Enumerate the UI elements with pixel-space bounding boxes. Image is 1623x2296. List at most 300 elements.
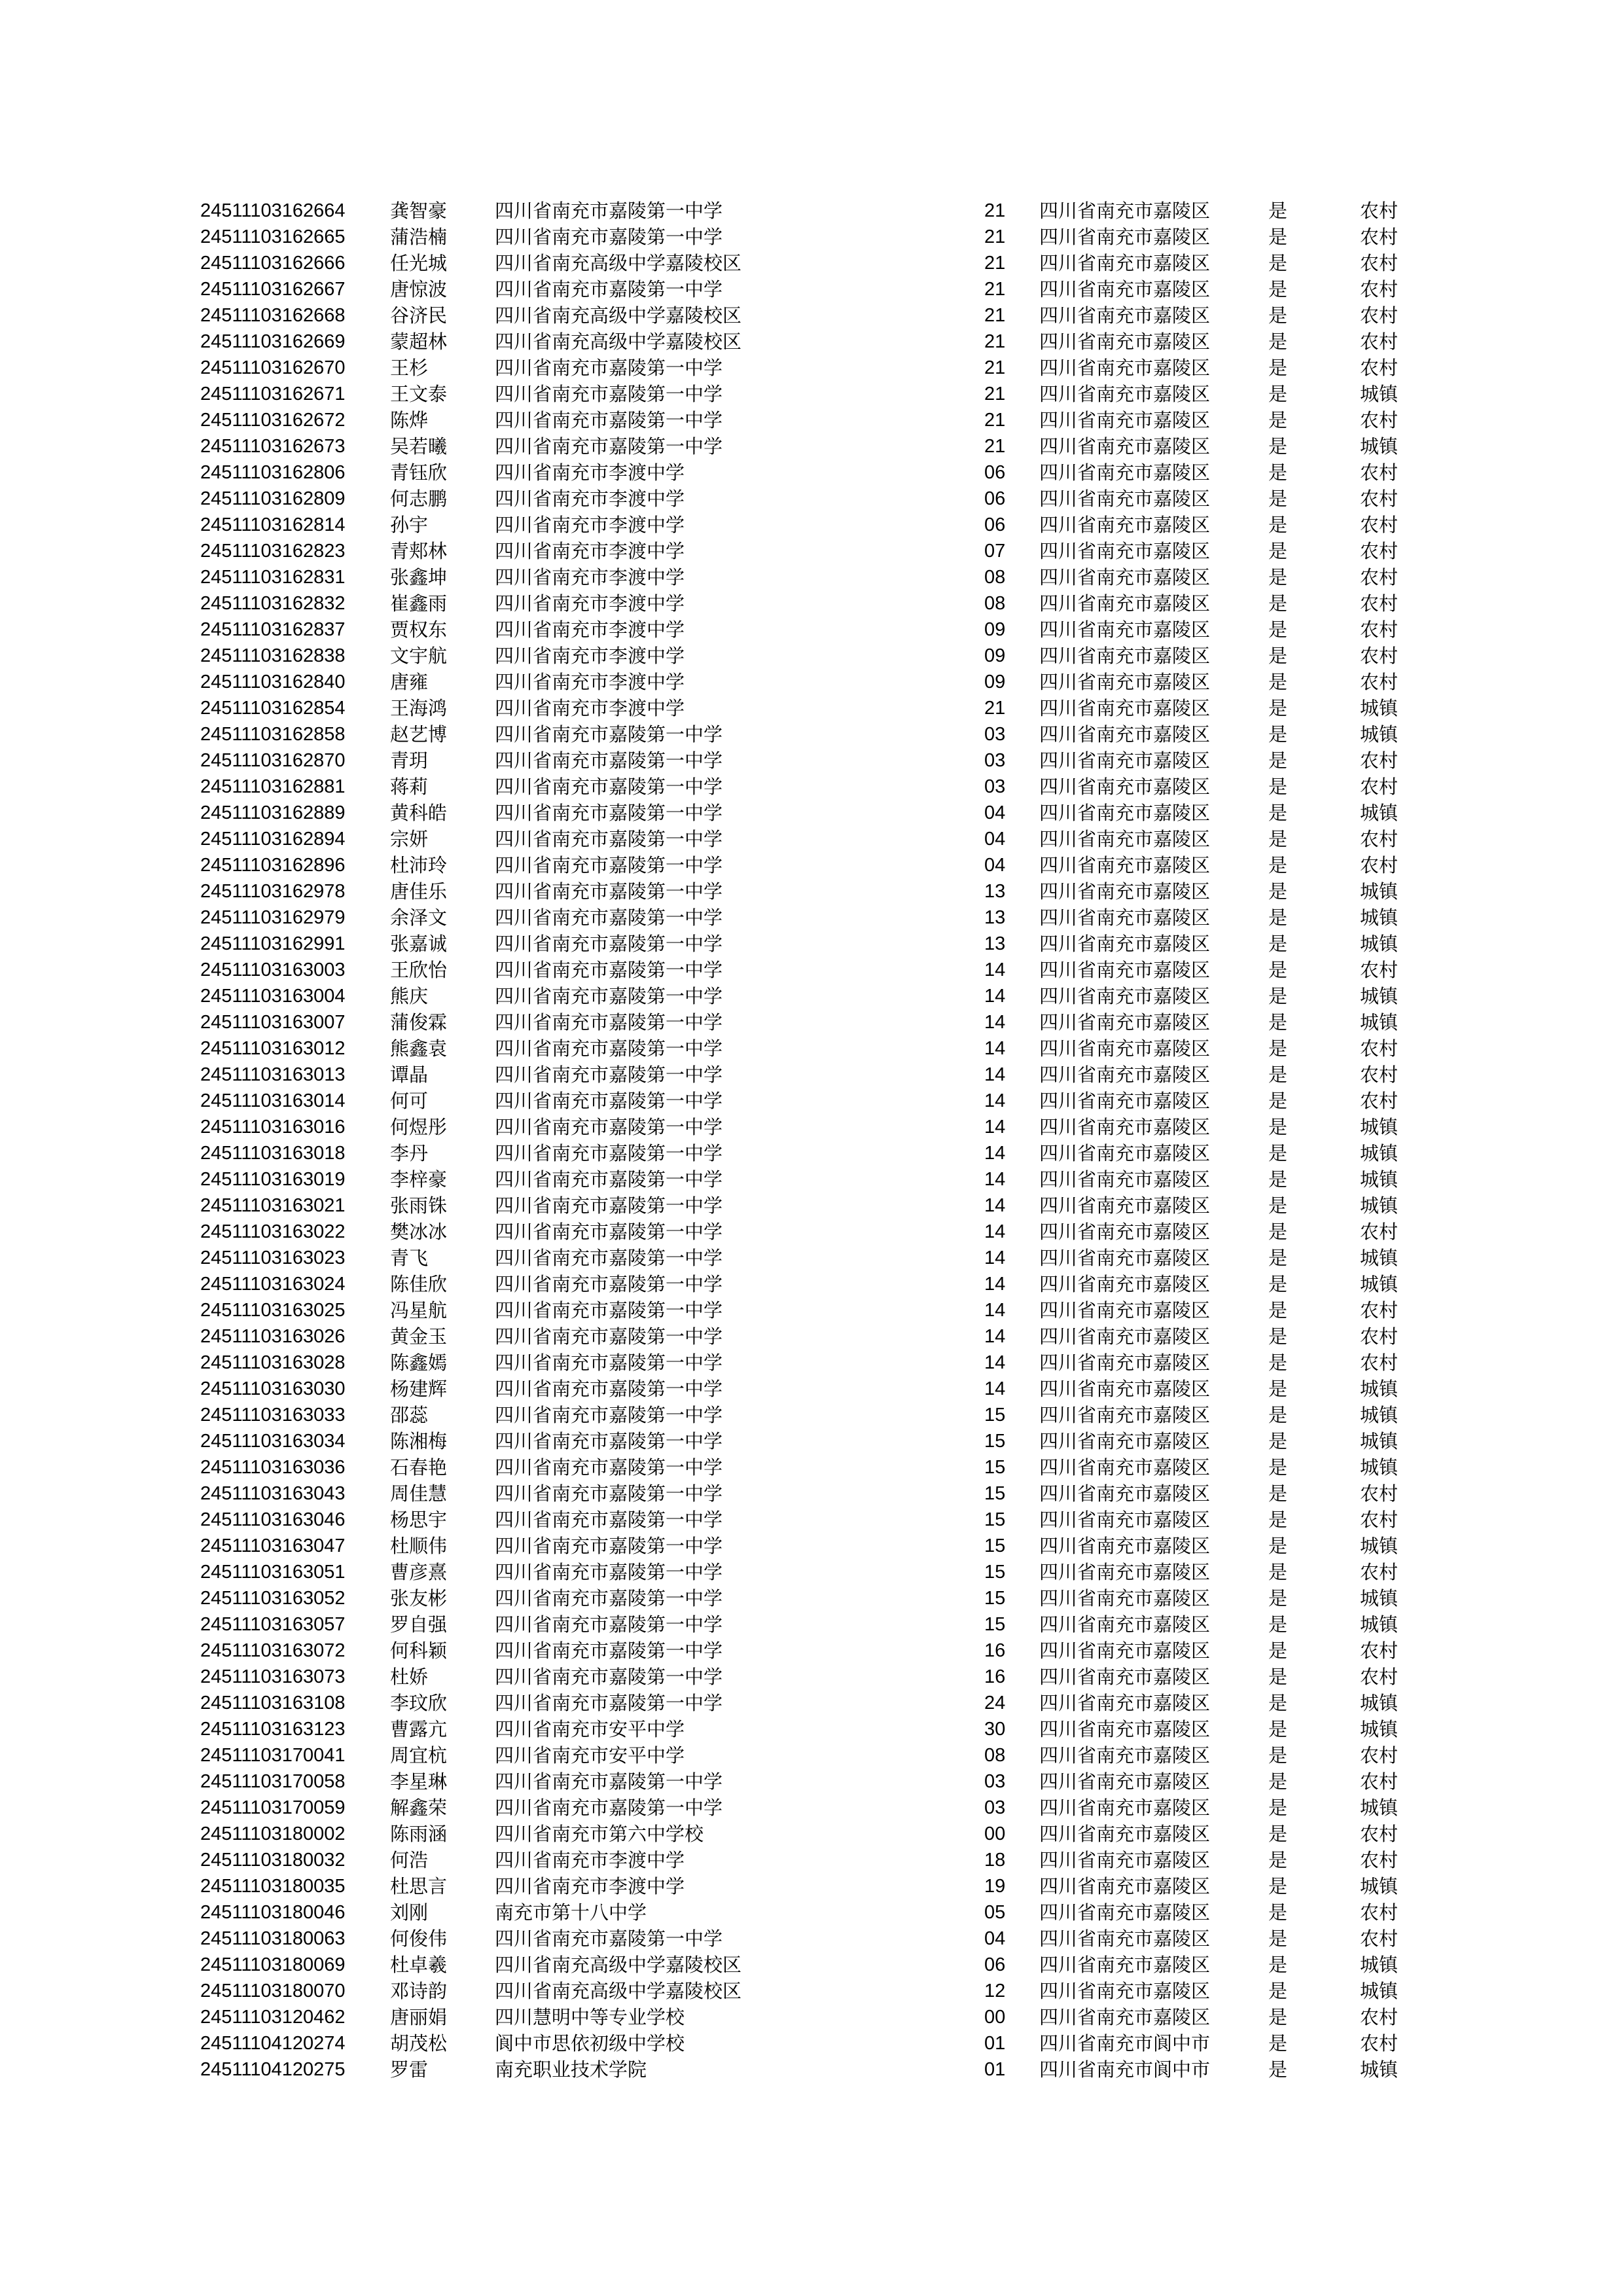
region-cell: 四川省南充市嘉陵区 xyxy=(1039,514,1211,536)
class-code-cell: 06 xyxy=(984,488,1006,509)
flag-cell: 是 xyxy=(1268,933,1288,955)
name-cell: 陈雨涵 xyxy=(390,1823,448,1845)
name-cell: 谭晶 xyxy=(390,1064,429,1086)
exam-id-cell: 24511103162671 xyxy=(200,384,346,404)
region-cell: 四川省南充市嘉陵区 xyxy=(1039,933,1211,955)
area-type-cell: 农村 xyxy=(1360,304,1399,327)
table-row xyxy=(200,1376,1425,1402)
name-cell: 李玟欣 xyxy=(390,1692,448,1714)
flag-cell: 是 xyxy=(1268,1430,1288,1452)
table-row xyxy=(200,250,1425,276)
area-type-cell: 城镇 xyxy=(1360,2058,1399,2081)
exam-id-cell: 24511103162840 xyxy=(200,672,346,692)
name-cell: 杜思言 xyxy=(390,1875,448,1897)
region-cell: 四川省南充市嘉陵区 xyxy=(1039,619,1211,641)
name-cell: 邵蕊 xyxy=(390,1404,429,1426)
name-cell: 杜沛玲 xyxy=(390,854,448,876)
name-cell: 王文泰 xyxy=(390,383,448,405)
area-type-cell: 城镇 xyxy=(1360,1535,1399,1557)
exam-id-cell: 24511103162979 xyxy=(200,907,346,928)
region-cell: 四川省南充市嘉陵区 xyxy=(1039,1692,1211,1714)
exam-id-cell: 24511103162672 xyxy=(200,410,346,431)
class-code-cell: 15 xyxy=(984,1405,1006,1426)
flag-cell: 是 xyxy=(1268,1561,1288,1583)
region-cell: 四川省南充市嘉陵区 xyxy=(1039,1011,1211,1033)
table-row xyxy=(200,564,1425,590)
class-code-cell: 09 xyxy=(984,645,1006,666)
exam-id-cell: 24511103163021 xyxy=(200,1195,346,1216)
region-cell: 四川省南充市嘉陵区 xyxy=(1039,592,1211,615)
class-code-cell: 08 xyxy=(984,567,1006,588)
region-cell: 四川省南充市嘉陵区 xyxy=(1039,226,1211,248)
flag-cell: 是 xyxy=(1268,1692,1288,1714)
region-cell: 四川省南充市嘉陵区 xyxy=(1039,1116,1211,1138)
school-cell: 四川省南充市嘉陵第一中学 xyxy=(495,1325,723,1348)
area-type-cell: 农村 xyxy=(1360,1666,1399,1688)
region-cell: 四川省南充市嘉陵区 xyxy=(1039,383,1211,405)
school-cell: 四川省南充市嘉陵第一中学 xyxy=(495,1797,723,1819)
class-code-cell: 15 xyxy=(984,1431,1006,1452)
school-cell: 四川省南充市李渡中学 xyxy=(495,514,685,536)
school-cell: 四川省南充高级中学嘉陵校区 xyxy=(495,252,742,274)
class-code-cell: 14 xyxy=(984,1143,1006,1164)
name-cell: 杜卓羲 xyxy=(390,1954,448,1976)
school-cell: 四川省南充市嘉陵第一中学 xyxy=(495,776,723,798)
name-cell: 蒋莉 xyxy=(390,776,429,798)
class-code-cell: 03 xyxy=(984,776,1006,797)
table-row xyxy=(200,1009,1425,1035)
exam-id-cell: 24511103163028 xyxy=(200,1352,346,1373)
table-row xyxy=(200,407,1425,433)
class-code-cell: 21 xyxy=(984,410,1006,431)
class-code-cell: 13 xyxy=(984,933,1006,954)
region-cell: 四川省南充市嘉陵区 xyxy=(1039,488,1211,510)
name-cell: 何可 xyxy=(390,1090,429,1112)
name-cell: 樊冰冰 xyxy=(390,1221,448,1243)
school-cell: 四川省南充市嘉陵第一中学 xyxy=(495,1168,723,1191)
flag-cell: 是 xyxy=(1268,1901,1288,1924)
region-cell: 四川省南充市嘉陵区 xyxy=(1039,1142,1211,1164)
school-cell: 四川省南充市嘉陵第一中学 xyxy=(495,1037,723,1060)
school-cell: 四川省南充市嘉陵第一中学 xyxy=(495,1064,723,1086)
table-row xyxy=(200,1926,1425,1952)
region-cell: 四川省南充市嘉陵区 xyxy=(1039,540,1211,562)
exam-id-cell: 24511103180002 xyxy=(200,1823,346,1844)
exam-id-cell: 24511103170041 xyxy=(200,1745,346,1766)
name-cell: 何科颖 xyxy=(390,1640,448,1662)
area-type-cell: 城镇 xyxy=(1360,1718,1399,1740)
area-type-cell: 城镇 xyxy=(1360,1954,1399,1976)
class-code-cell: 14 xyxy=(984,1300,1006,1321)
region-cell: 四川省南充市嘉陵区 xyxy=(1039,1037,1211,1060)
region-cell: 四川省南充市嘉陵区 xyxy=(1039,1247,1211,1269)
class-code-cell: 06 xyxy=(984,1954,1006,1975)
flag-cell: 是 xyxy=(1268,226,1288,248)
name-cell: 蒙超林 xyxy=(390,331,448,353)
table-row xyxy=(200,1166,1425,1193)
exam-id-cell: 24511103120462 xyxy=(200,2007,346,2028)
flag-cell: 是 xyxy=(1268,776,1288,798)
table-row xyxy=(200,800,1425,826)
table-row xyxy=(200,224,1425,250)
student-roster-table xyxy=(200,198,1425,2083)
name-cell: 解鑫荣 xyxy=(390,1797,448,1819)
region-cell: 四川省南充市嘉陵区 xyxy=(1039,1325,1211,1348)
school-cell: 四川省南充市嘉陵第一中学 xyxy=(495,1011,723,1033)
flag-cell: 是 xyxy=(1268,1928,1288,1950)
flag-cell: 是 xyxy=(1268,697,1288,719)
name-cell: 陈湘梅 xyxy=(390,1430,448,1452)
exam-id-cell: 24511103163057 xyxy=(200,1614,346,1635)
table-row xyxy=(200,826,1425,852)
exam-id-cell: 24511103163013 xyxy=(200,1064,346,1085)
table-row xyxy=(200,1638,1425,1664)
class-code-cell: 21 xyxy=(984,331,1006,352)
table-row xyxy=(200,1428,1425,1454)
name-cell: 张雨铢 xyxy=(390,1194,448,1217)
region-cell: 四川省南充市嘉陵区 xyxy=(1039,802,1211,824)
region-cell: 四川省南充市嘉陵区 xyxy=(1039,1404,1211,1426)
area-type-cell: 农村 xyxy=(1360,1770,1399,1793)
area-type-cell: 城镇 xyxy=(1360,1797,1399,1819)
table-row xyxy=(200,1533,1425,1559)
class-code-cell: 14 xyxy=(984,1221,1006,1242)
school-cell: 四川省南充市李渡中学 xyxy=(495,671,685,693)
school-cell: 四川省南充市嘉陵第一中学 xyxy=(495,1666,723,1688)
flag-cell: 是 xyxy=(1268,1587,1288,1609)
exam-id-cell: 24511103162838 xyxy=(200,645,346,666)
area-type-cell: 农村 xyxy=(1360,278,1399,300)
name-cell: 张友彬 xyxy=(390,1587,448,1609)
exam-id-cell: 24511103162814 xyxy=(200,514,346,535)
area-type-cell: 农村 xyxy=(1360,1901,1399,1924)
class-code-cell: 03 xyxy=(984,1771,1006,1792)
name-cell: 青玥 xyxy=(390,749,429,772)
exam-id-cell: 24511103170059 xyxy=(200,1797,346,1818)
table-row xyxy=(200,2030,1425,2056)
name-cell: 冯星航 xyxy=(390,1299,448,1321)
region-cell: 四川省南充市嘉陵区 xyxy=(1039,1168,1211,1191)
region-cell: 四川省南充市嘉陵区 xyxy=(1039,776,1211,798)
region-cell: 四川省南充市嘉陵区 xyxy=(1039,409,1211,431)
table-row xyxy=(200,643,1425,669)
class-code-cell: 14 xyxy=(984,1326,1006,1347)
school-cell: 四川省南充市李渡中学 xyxy=(495,461,685,484)
name-cell: 陈佳欣 xyxy=(390,1273,448,1295)
exam-id-cell: 24511103162823 xyxy=(200,541,346,562)
exam-id-cell: 24511103162889 xyxy=(200,802,346,823)
roster-body xyxy=(200,198,1425,2083)
table-row xyxy=(200,381,1425,407)
flag-cell: 是 xyxy=(1268,723,1288,745)
area-type-cell: 农村 xyxy=(1360,1744,1399,1767)
class-code-cell: 21 xyxy=(984,305,1006,326)
area-type-cell: 农村 xyxy=(1360,1561,1399,1583)
exam-id-cell: 24511103163003 xyxy=(200,960,346,980)
region-cell: 四川省南充市嘉陵区 xyxy=(1039,252,1211,274)
area-type-cell: 城镇 xyxy=(1360,933,1399,955)
region-cell: 四川省南充市嘉陵区 xyxy=(1039,749,1211,772)
region-cell: 四川省南充市嘉陵区 xyxy=(1039,1430,1211,1452)
area-type-cell: 农村 xyxy=(1360,540,1399,562)
class-code-cell: 00 xyxy=(984,1823,1006,1844)
name-cell: 谷济民 xyxy=(390,304,448,327)
area-type-cell: 城镇 xyxy=(1360,802,1399,824)
class-code-cell: 16 xyxy=(984,1666,1006,1687)
area-type-cell: 农村 xyxy=(1360,514,1399,536)
exam-id-cell: 24511103163024 xyxy=(200,1274,346,1295)
table-row xyxy=(200,1873,1425,1899)
name-cell: 青钰欣 xyxy=(390,461,448,484)
exam-id-cell: 24511103163016 xyxy=(200,1117,346,1138)
area-type-cell: 城镇 xyxy=(1360,1378,1399,1400)
area-type-cell: 农村 xyxy=(1360,2006,1399,2028)
flag-cell: 是 xyxy=(1268,959,1288,981)
table-row xyxy=(200,1114,1425,1140)
name-cell: 李丹 xyxy=(390,1142,429,1164)
school-cell: 四川省南充市嘉陵第一中学 xyxy=(495,985,723,1007)
class-code-cell: 06 xyxy=(984,462,1006,483)
region-cell: 四川省南充市嘉陵区 xyxy=(1039,985,1211,1007)
name-cell: 贾权东 xyxy=(390,619,448,641)
school-cell: 四川省南充市嘉陵第一中学 xyxy=(495,1221,723,1243)
table-row xyxy=(200,852,1425,878)
table-row xyxy=(200,1585,1425,1611)
class-code-cell: 14 xyxy=(984,1038,1006,1059)
class-code-cell: 04 xyxy=(984,1928,1006,1949)
table-row xyxy=(200,905,1425,931)
school-cell: 南充市第十八中学 xyxy=(495,1901,647,1924)
area-type-cell: 农村 xyxy=(1360,959,1399,981)
region-cell: 四川省南充市嘉陵区 xyxy=(1039,1980,1211,2002)
table-row xyxy=(200,1297,1425,1323)
area-type-cell: 农村 xyxy=(1360,357,1399,379)
class-code-cell: 14 xyxy=(984,1064,1006,1085)
school-cell: 四川省南充市嘉陵第一中学 xyxy=(495,1273,723,1295)
school-cell: 四川省南充市嘉陵第一中学 xyxy=(495,1613,723,1636)
flag-cell: 是 xyxy=(1268,1116,1288,1138)
exam-id-cell: 24511103163043 xyxy=(200,1483,346,1504)
school-cell: 四川省南充市嘉陵第一中学 xyxy=(495,933,723,955)
name-cell: 杜顺伟 xyxy=(390,1535,448,1557)
region-cell: 四川省南充市嘉陵区 xyxy=(1039,1509,1211,1531)
class-code-cell: 24 xyxy=(984,1693,1006,1713)
area-type-cell: 城镇 xyxy=(1360,435,1399,457)
name-cell: 青郏林 xyxy=(390,540,448,562)
area-type-cell: 城镇 xyxy=(1360,1980,1399,2002)
area-type-cell: 城镇 xyxy=(1360,1456,1399,1479)
region-cell: 四川省南充市嘉陵区 xyxy=(1039,880,1211,903)
school-cell: 四川省南充市嘉陵第一中学 xyxy=(495,1142,723,1164)
flag-cell: 是 xyxy=(1268,1273,1288,1295)
flag-cell: 是 xyxy=(1268,1194,1288,1217)
table-row xyxy=(200,1245,1425,1271)
area-type-cell: 农村 xyxy=(1360,1482,1399,1505)
table-row xyxy=(200,721,1425,747)
area-type-cell: 农村 xyxy=(1360,645,1399,667)
table-row xyxy=(200,695,1425,721)
table-row xyxy=(200,1821,1425,1847)
flag-cell: 是 xyxy=(1268,1325,1288,1348)
region-cell: 四川省南充市嘉陵区 xyxy=(1039,1482,1211,1505)
region-cell: 四川省南充市嘉陵区 xyxy=(1039,1640,1211,1662)
school-cell: 四川省南充市嘉陵第一中学 xyxy=(495,1352,723,1374)
class-code-cell: 14 xyxy=(984,1352,1006,1373)
exam-id-cell: 24511103162896 xyxy=(200,855,346,876)
class-code-cell: 13 xyxy=(984,881,1006,902)
exam-id-cell: 24511103180070 xyxy=(200,1981,346,2001)
name-cell: 周宜杭 xyxy=(390,1744,448,1767)
exam-id-cell: 24511103163036 xyxy=(200,1457,346,1478)
flag-cell: 是 xyxy=(1268,1011,1288,1033)
flag-cell: 是 xyxy=(1268,1770,1288,1793)
region-cell: 四川省南充市嘉陵区 xyxy=(1039,1718,1211,1740)
flag-cell: 是 xyxy=(1268,1090,1288,1112)
exam-id-cell: 24511103163026 xyxy=(200,1326,346,1347)
table-row xyxy=(200,747,1425,774)
exam-id-cell: 24511103163047 xyxy=(200,1535,346,1556)
name-cell: 龚智豪 xyxy=(390,200,448,222)
region-cell: 四川省南充市嘉陵区 xyxy=(1039,2006,1211,2028)
area-type-cell: 城镇 xyxy=(1360,880,1399,903)
table-row xyxy=(200,1193,1425,1219)
table-row xyxy=(200,1847,1425,1873)
area-type-cell: 城镇 xyxy=(1360,1247,1399,1269)
area-type-cell: 城镇 xyxy=(1360,1011,1399,1033)
name-cell: 吴若曦 xyxy=(390,435,448,457)
school-cell: 四川省南充市嘉陵第一中学 xyxy=(495,1404,723,1426)
class-code-cell: 12 xyxy=(984,1981,1006,2001)
flag-cell: 是 xyxy=(1268,619,1288,641)
name-cell: 青飞 xyxy=(390,1247,429,1269)
table-row xyxy=(200,1271,1425,1297)
class-code-cell: 09 xyxy=(984,619,1006,640)
exam-id-cell: 24511103180032 xyxy=(200,1850,346,1871)
region-cell: 四川省南充市嘉陵区 xyxy=(1039,1744,1211,1767)
name-cell: 周佳慧 xyxy=(390,1482,448,1505)
class-code-cell: 14 xyxy=(984,960,1006,980)
table-row xyxy=(200,1690,1425,1716)
region-cell: 四川省南充市嘉陵区 xyxy=(1039,671,1211,693)
area-type-cell: 城镇 xyxy=(1360,1404,1399,1426)
school-cell: 四川省南充市嘉陵第一中学 xyxy=(495,723,723,745)
area-type-cell: 城镇 xyxy=(1360,1194,1399,1217)
class-code-cell: 14 xyxy=(984,986,1006,1007)
name-cell: 黄科皓 xyxy=(390,802,448,824)
table-row xyxy=(200,1480,1425,1507)
class-code-cell: 21 xyxy=(984,357,1006,378)
school-cell: 四川省南充市嘉陵第一中学 xyxy=(495,1587,723,1609)
area-type-cell: 城镇 xyxy=(1360,1142,1399,1164)
area-type-cell: 城镇 xyxy=(1360,1613,1399,1636)
area-type-cell: 农村 xyxy=(1360,488,1399,510)
region-cell: 四川省南充市嘉陵区 xyxy=(1039,1299,1211,1321)
name-cell: 蒲浩楠 xyxy=(390,226,448,248)
name-cell: 文宇航 xyxy=(390,645,448,667)
flag-cell: 是 xyxy=(1268,435,1288,457)
exam-id-cell: 24511103162870 xyxy=(200,750,346,771)
school-cell: 四川省南充市嘉陵第一中学 xyxy=(495,1456,723,1479)
name-cell: 何俊伟 xyxy=(390,1928,448,1950)
region-cell: 四川省南充市嘉陵区 xyxy=(1039,278,1211,300)
table-row xyxy=(200,669,1425,695)
school-cell: 四川省南充市嘉陵第一中学 xyxy=(495,1561,723,1583)
region-cell: 四川省南充市嘉陵区 xyxy=(1039,1770,1211,1793)
table-row xyxy=(200,1454,1425,1480)
school-cell: 四川省南充市李渡中学 xyxy=(495,592,685,615)
table-row xyxy=(200,957,1425,983)
name-cell: 唐丽娟 xyxy=(390,2006,448,2028)
area-type-cell: 农村 xyxy=(1360,671,1399,693)
name-cell: 宗妍 xyxy=(390,828,429,850)
class-code-cell: 14 xyxy=(984,1378,1006,1399)
flag-cell: 是 xyxy=(1268,461,1288,484)
class-code-cell: 08 xyxy=(984,1745,1006,1766)
flag-cell: 是 xyxy=(1268,2006,1288,2028)
flag-cell: 是 xyxy=(1268,1980,1288,2002)
class-code-cell: 04 xyxy=(984,802,1006,823)
table-row xyxy=(200,931,1425,957)
region-cell: 四川省南充市嘉陵区 xyxy=(1039,1666,1211,1688)
table-row xyxy=(200,355,1425,381)
region-cell: 四川省南充市嘉陵区 xyxy=(1039,435,1211,457)
region-cell: 四川省南充市嘉陵区 xyxy=(1039,200,1211,222)
name-cell: 何浩 xyxy=(390,1849,429,1871)
area-type-cell: 农村 xyxy=(1360,1640,1399,1662)
class-code-cell: 15 xyxy=(984,1457,1006,1478)
class-code-cell: 03 xyxy=(984,750,1006,771)
flag-cell: 是 xyxy=(1268,540,1288,562)
name-cell: 崔鑫雨 xyxy=(390,592,448,615)
flag-cell: 是 xyxy=(1268,1404,1288,1426)
name-cell: 唐佳乐 xyxy=(390,880,448,903)
school-cell: 四川省南充市嘉陵第一中学 xyxy=(495,1692,723,1714)
flag-cell: 是 xyxy=(1268,1378,1288,1400)
area-type-cell: 城镇 xyxy=(1360,1116,1399,1138)
flag-cell: 是 xyxy=(1268,357,1288,379)
region-cell: 四川省南充市嘉陵区 xyxy=(1039,1901,1211,1924)
area-type-cell: 农村 xyxy=(1360,1509,1399,1531)
class-code-cell: 18 xyxy=(984,1850,1006,1871)
school-cell: 四川省南充市嘉陵第一中学 xyxy=(495,749,723,772)
exam-id-cell: 24511103163073 xyxy=(200,1666,346,1687)
area-type-cell: 农村 xyxy=(1360,1221,1399,1243)
exam-id-cell: 24511103163072 xyxy=(200,1640,346,1661)
area-type-cell: 城镇 xyxy=(1360,1430,1399,1452)
region-cell: 四川省南充市阆中市 xyxy=(1039,2032,1211,2054)
exam-id-cell: 24511103163030 xyxy=(200,1378,346,1399)
table-row xyxy=(200,1952,1425,1978)
table-row xyxy=(200,1664,1425,1690)
exam-id-cell: 24511103163025 xyxy=(200,1300,346,1321)
class-code-cell: 09 xyxy=(984,672,1006,692)
flag-cell: 是 xyxy=(1268,409,1288,431)
area-type-cell: 农村 xyxy=(1360,2032,1399,2054)
class-code-cell: 04 xyxy=(984,829,1006,850)
table-row xyxy=(200,1716,1425,1742)
area-type-cell: 农村 xyxy=(1360,252,1399,274)
school-cell: 四川省南充市嘉陵第一中学 xyxy=(495,1482,723,1505)
class-code-cell: 15 xyxy=(984,1614,1006,1635)
school-cell: 四川省南充市安平中学 xyxy=(495,1744,685,1767)
table-row xyxy=(200,486,1425,512)
name-cell: 何煜彤 xyxy=(390,1116,448,1138)
class-code-cell: 01 xyxy=(984,2033,1006,2054)
school-cell: 四川省南充市嘉陵第一中学 xyxy=(495,1090,723,1112)
flag-cell: 是 xyxy=(1268,828,1288,850)
exam-id-cell: 24511103163046 xyxy=(200,1509,346,1530)
flag-cell: 是 xyxy=(1268,1247,1288,1269)
